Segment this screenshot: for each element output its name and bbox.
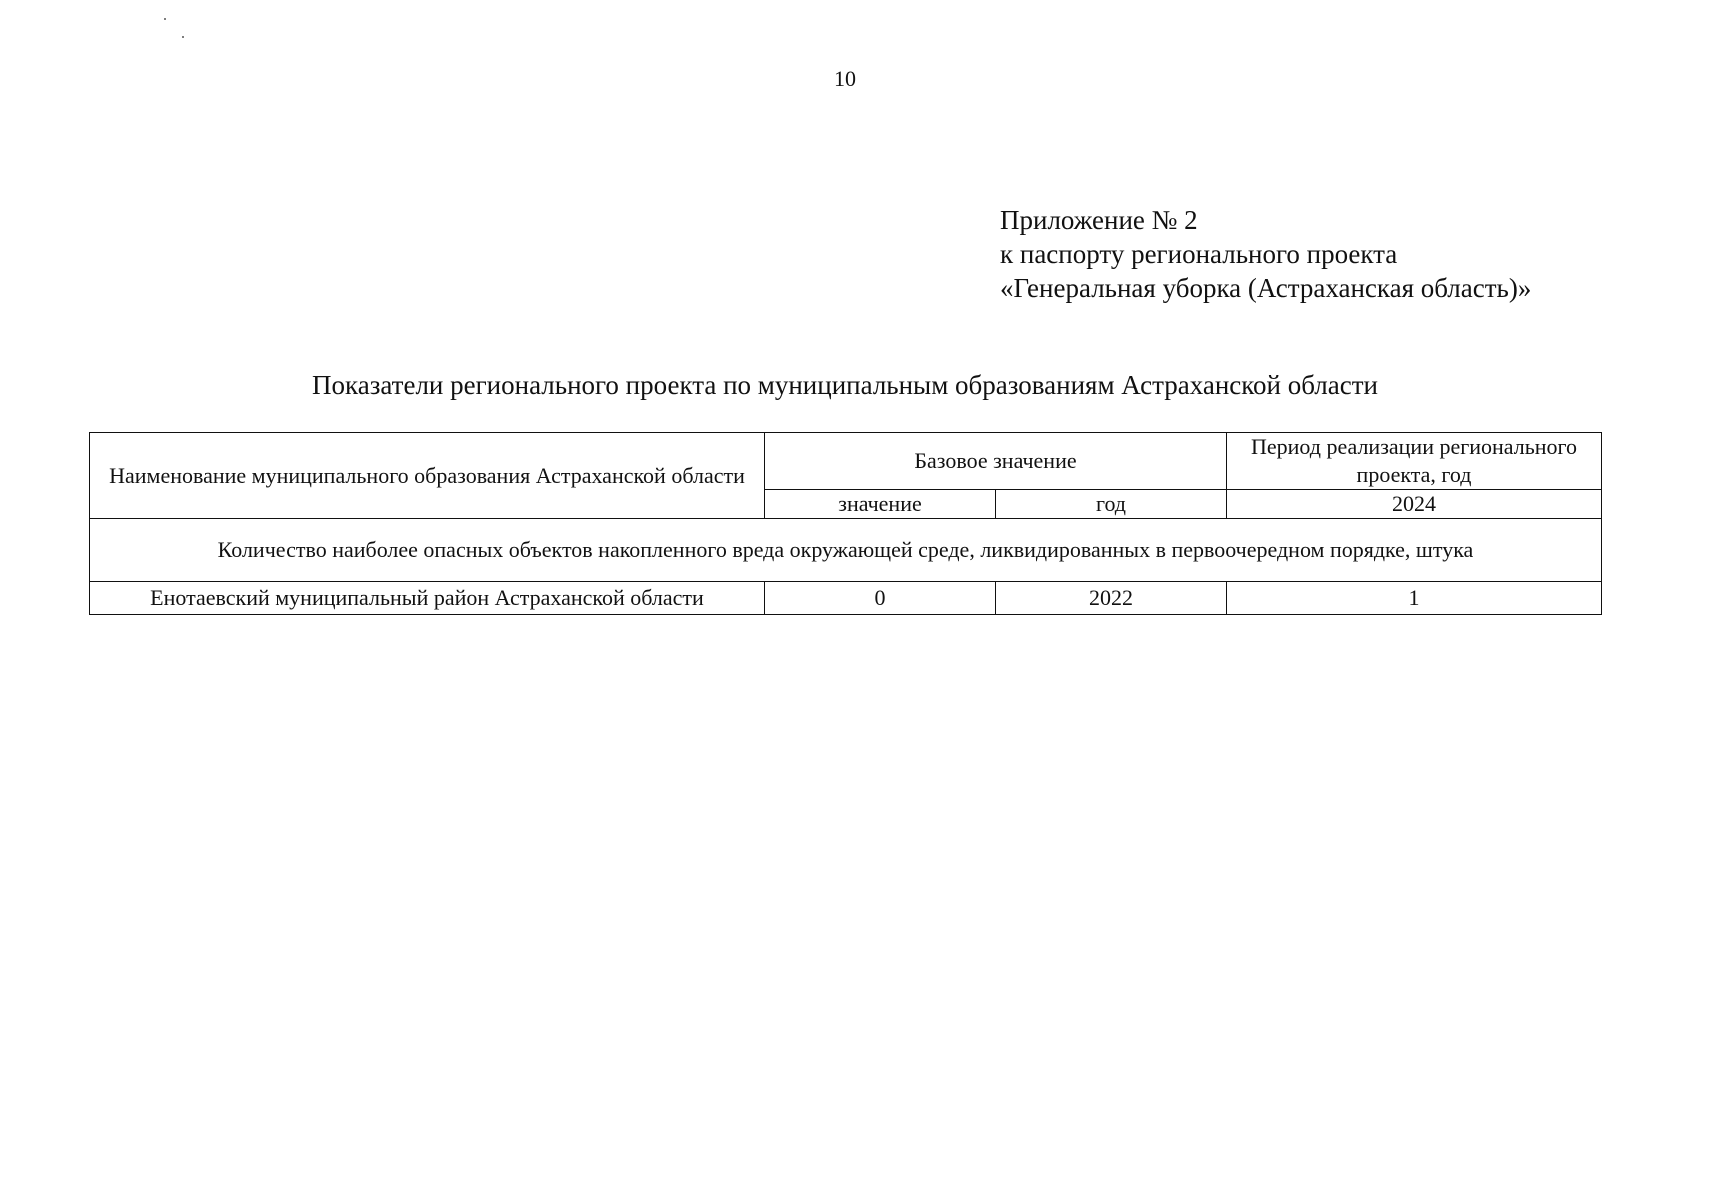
indicators-table [89,432,1602,615]
scan-speck [182,36,184,38]
appendix-line-3: «Генеральная уборка (Астраханская область)» [1000,273,1532,303]
page-number: 10 [834,66,856,91]
header-base-value: Базовое значение [765,433,1227,490]
table-row [90,582,1602,615]
indicator-name: Количество наиболее опасных объектов накопленного вреда окружающей среде, ликвидированных в первоочередном порядке, штука [90,519,1602,582]
header-year: год [996,490,1227,519]
header-period: Период реализации регионального проекта, год [1227,433,1602,490]
row-value: 0 [765,582,996,615]
header-period-year: 2024 [1227,490,1602,519]
header-municipality: Наименование муниципального образования Астраханской области [90,433,765,519]
appendix-line-2: к паспорту регионального проекта [1000,239,1398,269]
row-year: 2022 [996,582,1227,615]
appendix-line-1: Приложение № 2 [1000,205,1198,235]
appendix-block [1000,203,1531,305]
table-header-row [90,433,1602,490]
row-target: 1 [1227,582,1602,615]
row-municipality: Енотаевский муниципальный район Астраханской области [90,582,765,615]
header-value: значение [765,490,996,519]
scan-speck [164,18,166,20]
document-title: Показатели регионального проекта по муниципальным образованиям Астраханской области [312,370,1378,400]
indicator-row [90,519,1602,582]
